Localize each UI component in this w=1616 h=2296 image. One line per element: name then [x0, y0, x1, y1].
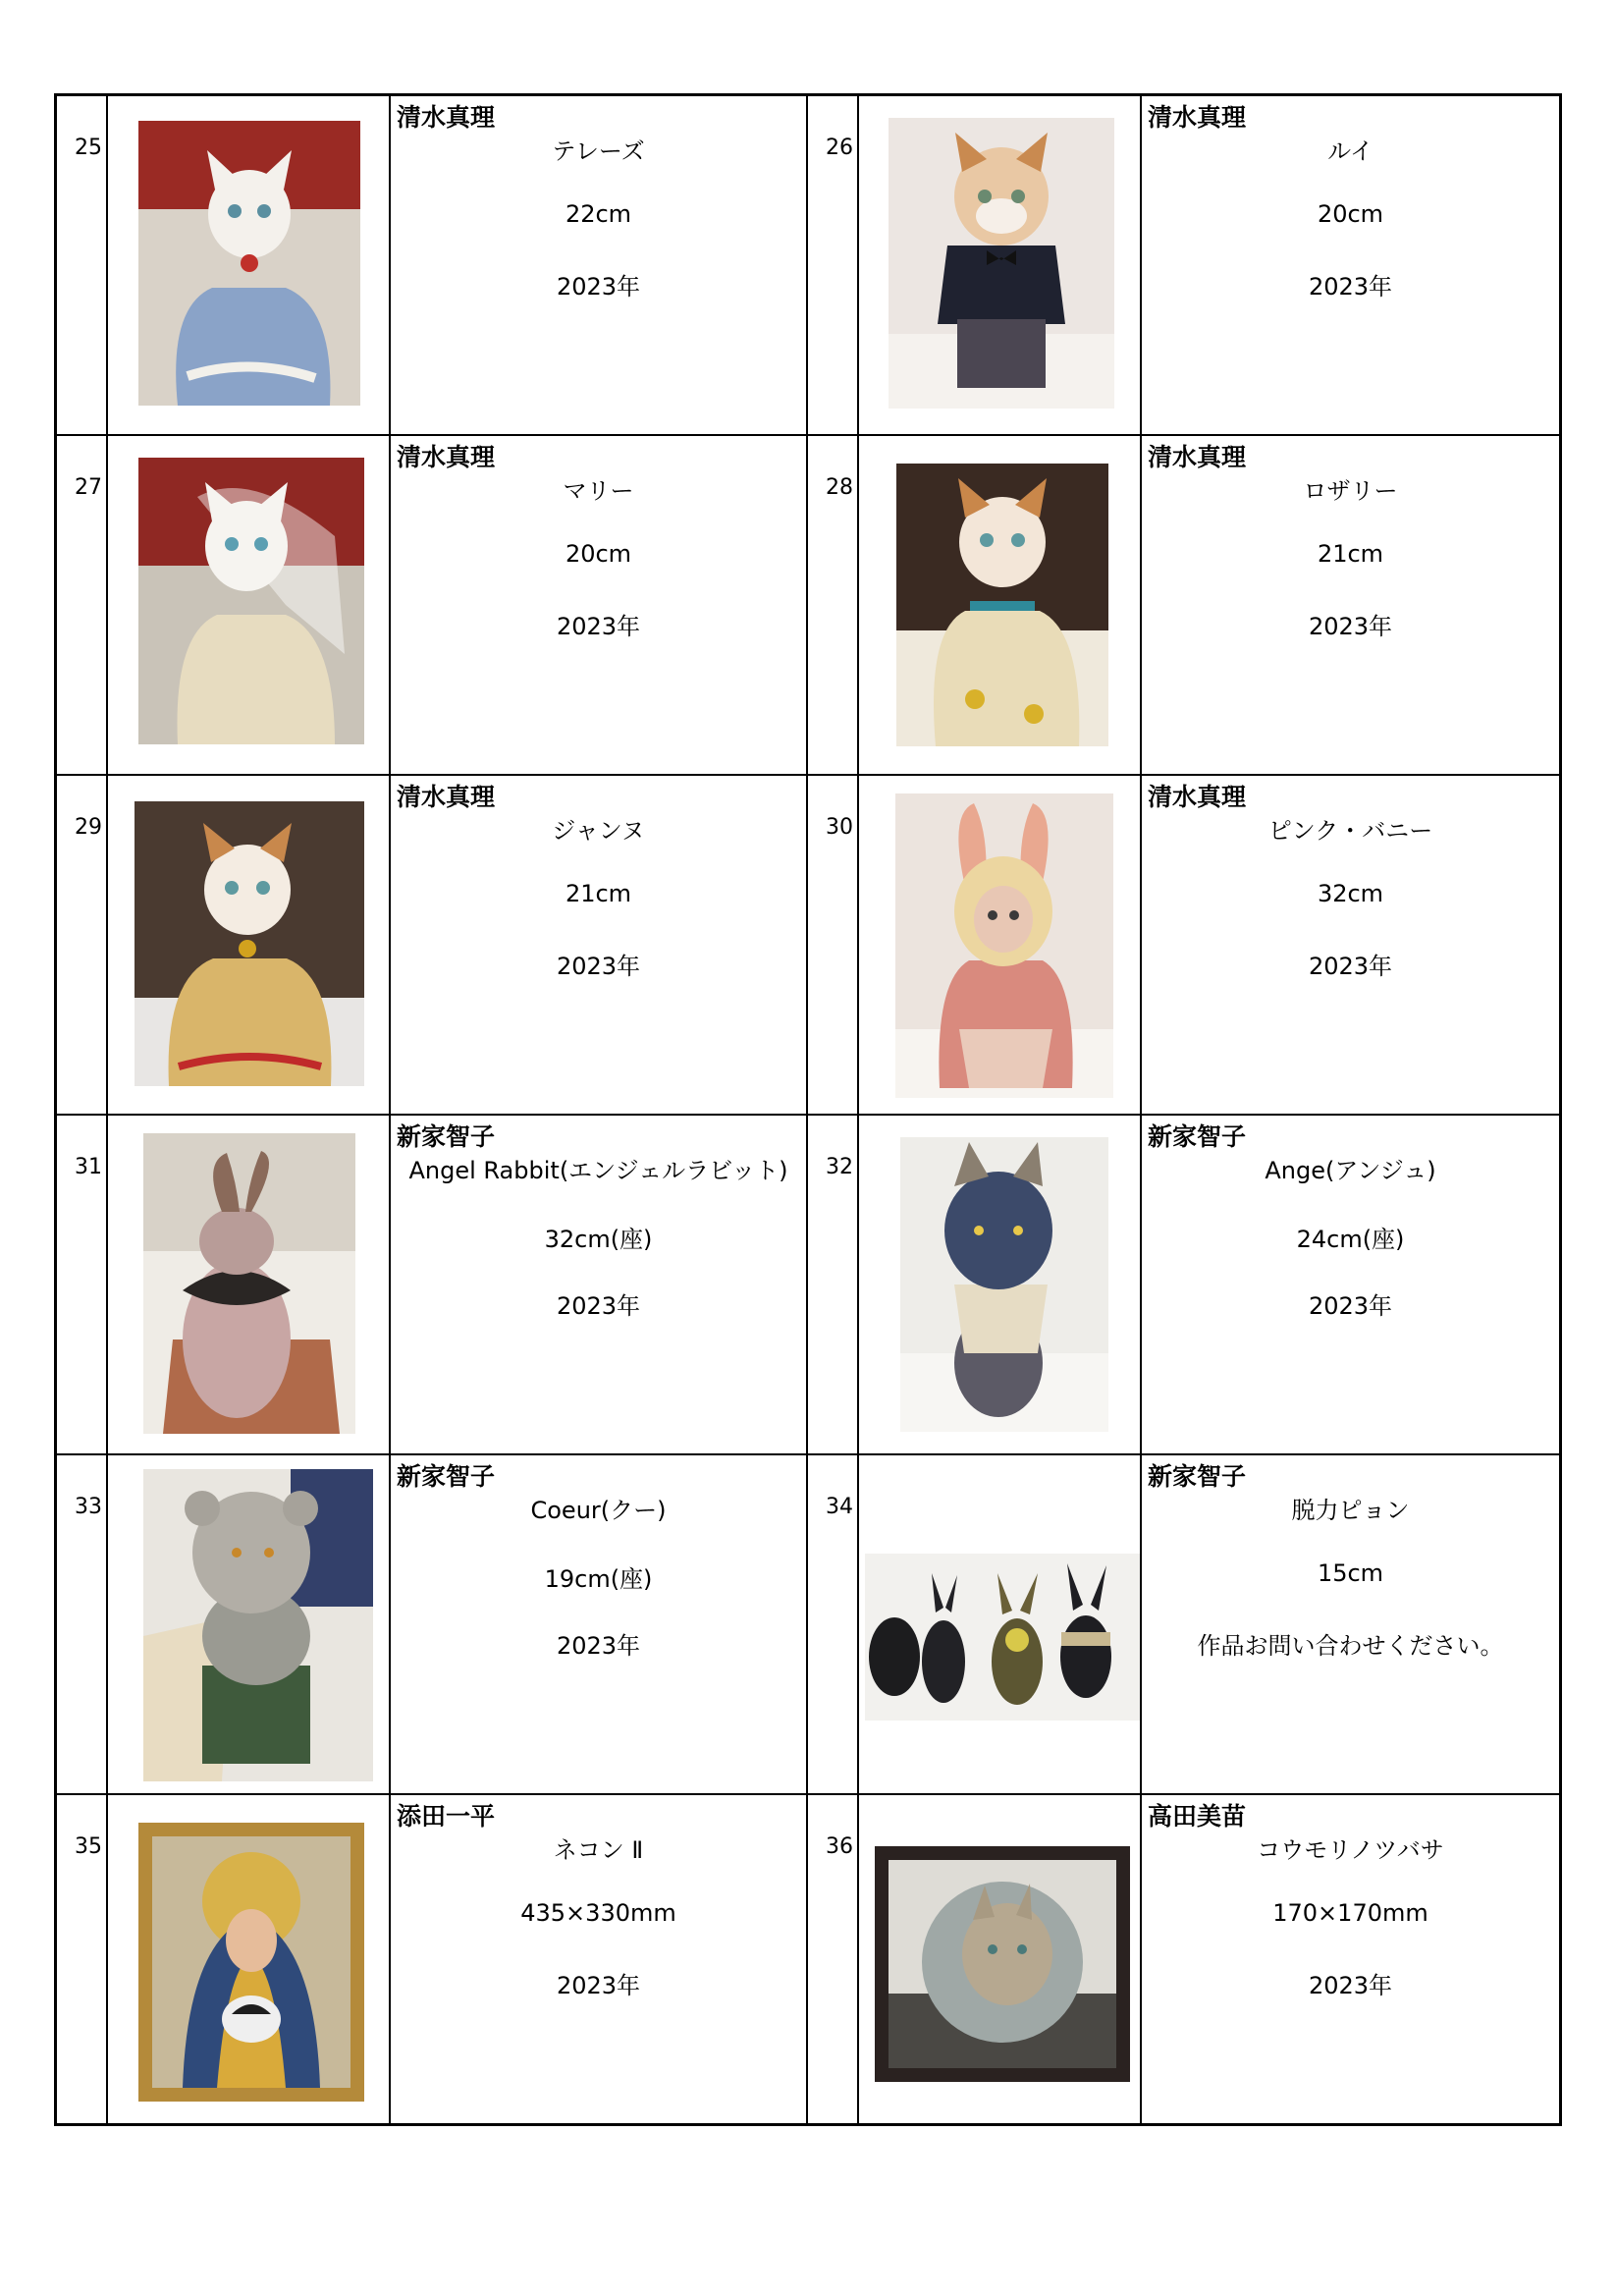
photo-cell: [859, 96, 1142, 434]
artist-name: 新家智子: [397, 1462, 496, 1491]
entry-number: 34: [826, 1495, 853, 1519]
photo-cell: [108, 1795, 391, 2123]
artist-name: 清水真理: [397, 783, 496, 811]
entry-info-cell: [1142, 1795, 1559, 2123]
work-size: 15cm: [1317, 1559, 1384, 1587]
work-year: 2023年: [556, 1972, 641, 1999]
work-size: 21cm: [565, 880, 632, 907]
work-year: 2023年: [556, 1292, 641, 1320]
work-title: ジャンヌ: [552, 817, 645, 845]
entry-number: 30: [826, 815, 853, 840]
entry-info-cell: [391, 1455, 808, 1793]
work-size: 19cm(座): [544, 1565, 653, 1593]
work-title: マリー: [563, 477, 634, 505]
photo-cell: [859, 1455, 1142, 1793]
entry-number: 31: [75, 1155, 102, 1179]
photo-cell: [859, 1116, 1142, 1453]
entry-number: 29: [75, 815, 102, 840]
work-year: 2023年: [1308, 273, 1393, 301]
work-title: コウモリノツバサ: [1257, 1836, 1444, 1864]
bunny-girl-doll-photo: [895, 793, 1113, 1098]
work-size: 32cm(座): [544, 1226, 653, 1253]
artist-name: 新家智子: [1148, 1122, 1247, 1151]
photo-cell: [108, 776, 391, 1114]
work-size: 170×170mm: [1272, 1899, 1428, 1927]
entry-number-cell: [808, 776, 859, 1114]
entry-number: 25: [75, 136, 102, 160]
work-year: 2023年: [556, 613, 641, 640]
catalog-table: [54, 93, 1562, 2126]
work-title: 脱力ピョン: [1291, 1497, 1410, 1524]
artist-name: 高田美苗: [1148, 1802, 1247, 1831]
work-size: 20cm: [565, 540, 632, 568]
artist-name: 清水真理: [397, 103, 496, 132]
photo-cell: [108, 436, 391, 774]
artist-name: 添田一平: [397, 1802, 496, 1831]
entry-info-cell: [391, 1795, 808, 2123]
entry-number-cell: [808, 436, 859, 774]
blue-mohair-creature-photo: [900, 1137, 1108, 1432]
work-title: Ange(アンジュ): [1265, 1157, 1436, 1184]
entry-number-cell: [808, 96, 859, 434]
work-size: 20cm: [1317, 200, 1384, 228]
entry-number-cell: [57, 1795, 108, 2123]
work-inquiry-note: 作品お問い合わせください。: [1197, 1632, 1504, 1660]
artist-name: 清水真理: [1148, 783, 1247, 811]
cat-doll-bridal-veil-photo: [138, 458, 364, 744]
mohair-rabbit-back-photo: [143, 1133, 355, 1434]
table-row: [57, 1116, 1559, 1455]
entry-number: 28: [826, 475, 853, 500]
work-year: 2023年: [1308, 953, 1393, 980]
cat-portrait-framed-photo: [875, 1846, 1130, 2082]
artist-name: 清水真理: [1148, 103, 1247, 132]
work-title: テレーズ: [552, 137, 645, 165]
entry-number: 36: [826, 1834, 853, 1859]
cat-doll-gold-dress-photo: [135, 801, 364, 1086]
entry-info-cell: [1142, 1455, 1559, 1793]
entry-info-cell: [391, 436, 808, 774]
work-year: 2023年: [1308, 1972, 1393, 1999]
work-year: 2023年: [556, 1632, 641, 1660]
entry-number-cell: [57, 436, 108, 774]
entry-number: 27: [75, 475, 102, 500]
work-title: ピンク・バニー: [1267, 817, 1433, 845]
entry-number: 32: [826, 1155, 853, 1179]
entry-info-cell: [391, 1116, 808, 1453]
entry-info-cell: [391, 776, 808, 1114]
entry-number-cell: [808, 1795, 859, 2123]
artist-name: 清水真理: [1148, 443, 1247, 471]
table-row: [57, 1795, 1559, 2123]
work-size: 24cm(座): [1296, 1226, 1405, 1253]
photo-cell: [859, 776, 1142, 1114]
work-title: ロザリー: [1303, 477, 1398, 505]
work-title: Angel Rabbit(エンジェルラビット): [408, 1157, 788, 1184]
photo-cell: [859, 1795, 1142, 2123]
work-size: 435×330mm: [520, 1899, 676, 1927]
work-title: ルイ: [1327, 137, 1374, 165]
artist-name: 新家智子: [1148, 1462, 1247, 1491]
table-row: [57, 776, 1559, 1116]
madonna-cat-painting-photo: [138, 1823, 364, 2102]
entry-number-cell: [57, 776, 108, 1114]
work-title: Coeur(クー): [530, 1497, 667, 1524]
entry-number-cell: [57, 96, 108, 434]
entry-number: 35: [75, 1834, 102, 1859]
work-year: 2023年: [556, 953, 641, 980]
entry-number: 26: [826, 136, 853, 160]
work-year: 2023年: [1308, 613, 1393, 640]
cat-doll-blue-dress-photo: [138, 121, 360, 406]
work-size: 21cm: [1317, 540, 1384, 568]
photo-cell: [108, 1116, 391, 1453]
entry-number-cell: [808, 1116, 859, 1453]
artist-name: 清水真理: [397, 443, 496, 471]
artist-name: 新家智子: [397, 1122, 496, 1151]
table-row: [57, 96, 1559, 436]
entry-info-cell: [1142, 96, 1559, 434]
entry-info-cell: [391, 96, 808, 434]
table-row: [57, 436, 1559, 776]
entry-info-cell: [1142, 436, 1559, 774]
table-row: [57, 1455, 1559, 1795]
entry-info-cell: [1142, 1116, 1559, 1453]
four-rabbits-photo: [865, 1554, 1140, 1721]
photo-cell: [108, 96, 391, 434]
work-year: 2023年: [1308, 1292, 1393, 1320]
entry-info-cell: [1142, 776, 1559, 1114]
entry-number-cell: [57, 1455, 108, 1793]
cat-doll-cream-dress-photo: [896, 464, 1108, 746]
entry-number-cell: [57, 1116, 108, 1453]
photo-cell: [108, 1455, 391, 1793]
entry-number: 33: [75, 1495, 102, 1519]
cat-doll-black-suit-photo: [889, 118, 1114, 409]
work-size: 22cm: [565, 200, 632, 228]
entry-number-cell: [808, 1455, 859, 1793]
work-size: 32cm: [1317, 880, 1384, 907]
photo-cell: [859, 436, 1142, 774]
grey-teddy-bear-photo: [143, 1469, 373, 1781]
work-year: 2023年: [556, 273, 641, 301]
work-title: ネコン Ⅱ: [553, 1836, 644, 1864]
